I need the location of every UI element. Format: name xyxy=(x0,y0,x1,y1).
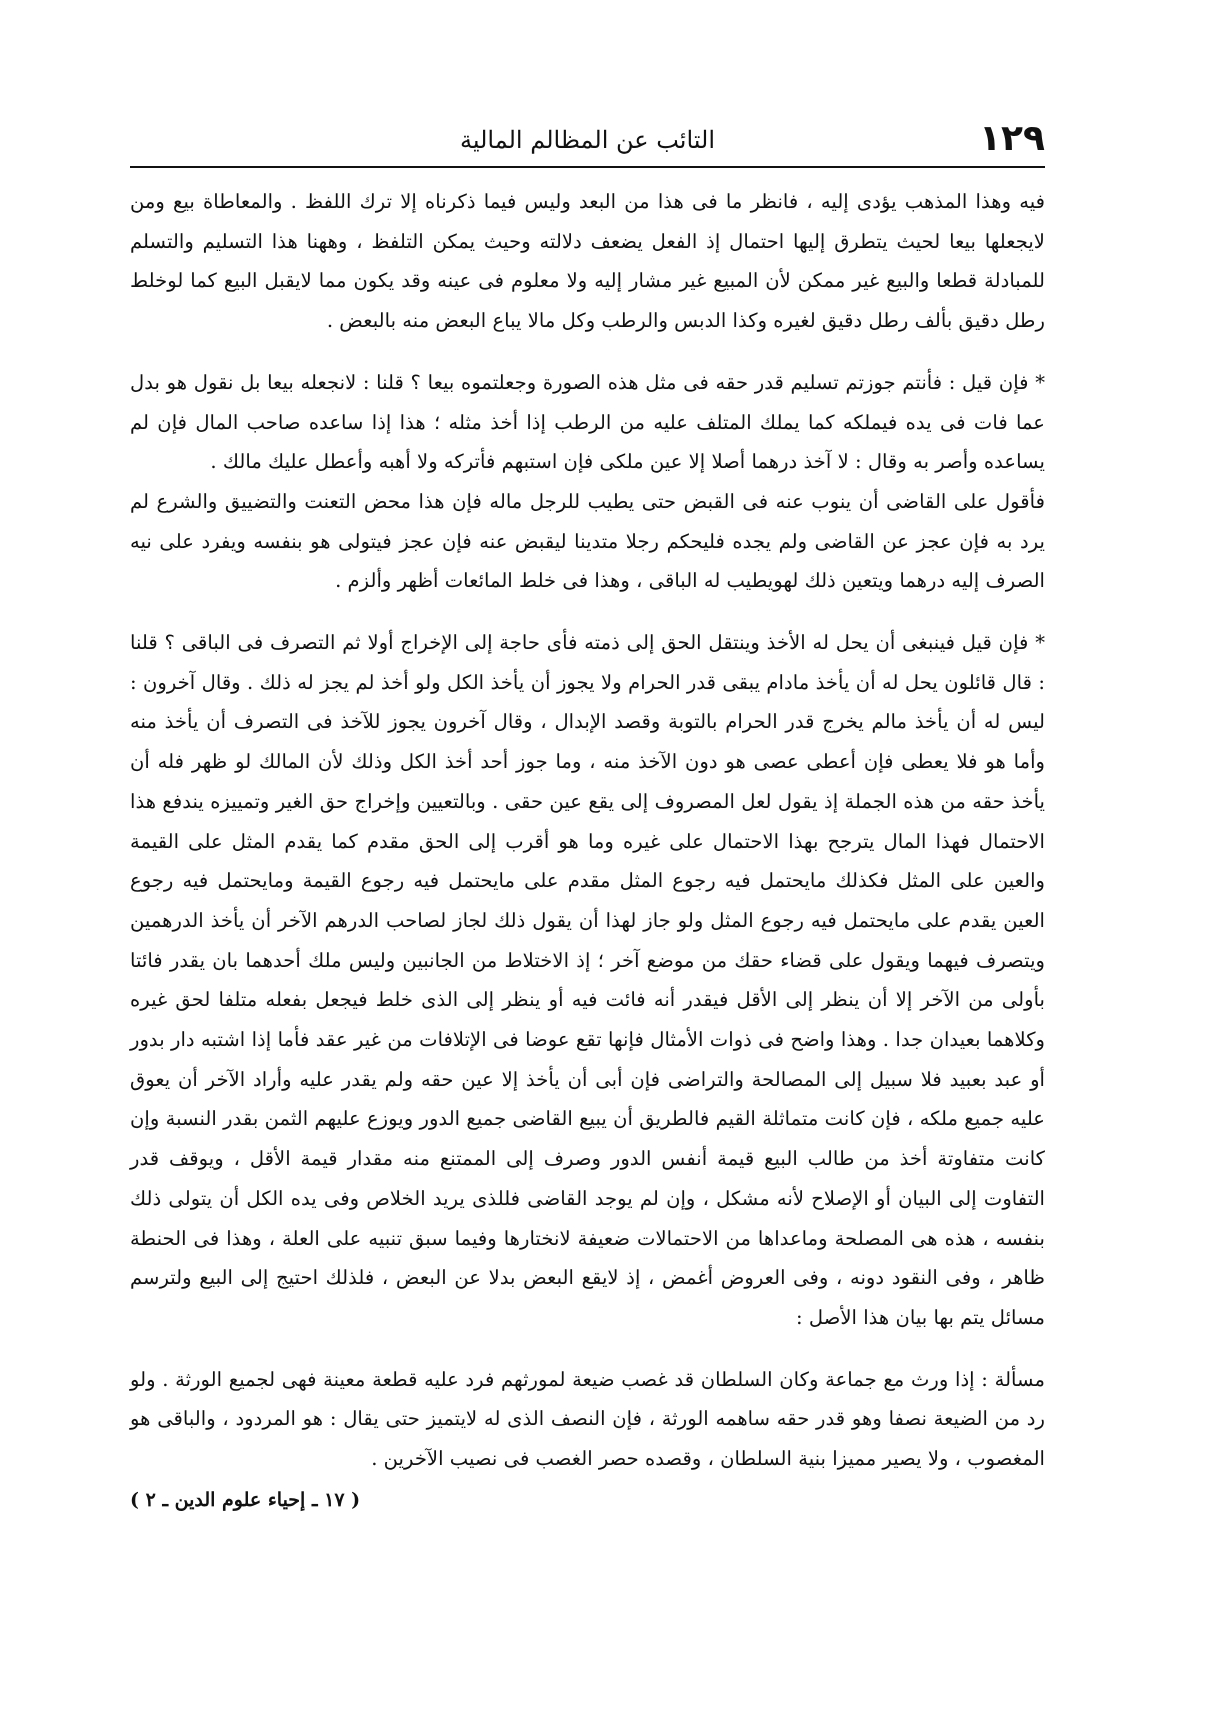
page-header xyxy=(130,112,1045,168)
body-text xyxy=(130,182,1045,1479)
page-number: ١٢٩ xyxy=(979,118,1045,159)
paragraph: * فإن قيل فينبغى أن يحل له الأخذ وينتقل الحق إلى ذمته فأى حاجة إلى الإخراج أولا ثم التصرف فى الباقى ؟ قلنا : قال قائلون يحل له أن يأخذ مادام يبقى قدر الحرام ولا يجوز أن يأخذ الكل ولو أخذ لم يجز له ذلك . وقال آخرون : ليس له أن يأخذ مالم يخرج قدر الحرام بالتوبة وقصد الإبدال ، وقال آخرون يجوز للآخذ فى التصرف أن يأخذ منه وأما هو فلا يعطى فإن أعطى عصى هو دون الآخذ منه ، وما جوز أحد أخذ الكل وذلك لأن المالك لو ظهر فله أن يأخذ حقه من هذه الجملة إذ يقول لعل المصروف إلى يقع عين حقى . وبالتعيين وإخراج حق الغير وتمييزه يندفع هذا الاحتمال فهذا المال يترجح بهذا الاحتمال على غيره وما هو أقرب إلى الحق مقدم كما يقدم المثل على القيمة والعين على المثل فكذلك مايحتمل فيه رجوع المثل مقدم على مايحتمل فيه رجوع القيمة ومايحتمل فيه رجوع العين يقدم على مايحتمل فيه رجوع المثل ولو جاز لهذا أن يقول ذلك لجاز لصاحب الدرهم الآخر أن يأخذ الدرهمين ويتصرف فيهما ويقول على قضاء حقك من موضع آخر ؛ إذ الاختلاط من الجانبين وليس ملك أحدهما بان يقدر فائتا بأولى من الآخر إلا أن ينظر إلى الأقل فيقدر أنه فائت فيه أو ينظر إلى الذى خلط فيجعل بفعله متلفا لحق غيره وكلاهما بعيدان جدا . وهذا واضح فى ذوات الأمثال فإنها تقع عوضا فى الإتلافات من غير عقد فأما إذا اشتبه دار بدور أو عبد بعبيد فلا سبيل إلى المصالحة والتراضى فإن أبى أن يأخذ إلا عين حقه ولم يقدر عليه وأراد الآخر أن يعوق عليه جميع ملكه ، فإن كانت متماثلة القيم فالطريق أن يبيع القاضى جميع الدور ويوزع عليهم الثمن بقدر النسبة وإن كانت متفاوتة أخذ من طالب البيع قيمة أنفس الدور وصرف إلى الممتنع منه مقدار قيمة الأقل ، ويوقف قدر التفاوت إلى البيان أو الإصلاح لأنه مشكل ، وإن لم يوجد القاضى فللذى يريد الخلاص وفى يده الكل أن يتولى ذلك بنفسه ، هذه هى المصلحة وماعداها من الاحتمالات ضعيفة لانختارها وفيما سبق تنبيه على العلة ، وهذا فى الحنطة ظاهر ، وفى النقود دونه ، وفى العروض أغمض ، إذ لايقع البعض بدلا عن البعض ، فلذلك احتيج إلى البيع ولترسم مسائل يتم بها بيان هذا الأصل : xyxy=(130,631,1045,1329)
running-title: التائب عن المظالم المالية xyxy=(460,126,715,154)
paragraph: فأقول على القاضى أن ينوب عنه فى القبض حتى يطيب للرجل ماله فإن هذا محض التعنت والتضييق والشرع لم يرد به فإن عجز عن القاضى ولم يجده فليحكم رجلا متدينا ليقبض عنه فإن عجز فيتولى هو بنفسه ويفرد على نيه الصرف إليه درهما ويتعين ذلك لهويطيب له الباقى ، وهذا فى خلط المائعات أظهر وألزم . xyxy=(130,489,1045,593)
header-rule xyxy=(130,166,1045,168)
footer-signature: ( ١٧ ـ إحياء علوم الدين ـ ٢ ) xyxy=(130,1488,361,1511)
paragraph: مسألة : إذا ورث مع جماعة وكان السلطان قد غصب ضيعة لمورثهم فرد عليه قطعة معينة فهى لجميع الورثة . ولو رد من الضيعة نصفا وهو قدر حقه ساهمه الورثة ، فإن النصف الذى له لايتميز حتى يقال : هو المردود ، والباقى هو المغصوب ، ولا يصير مميزا بنية السلطان ، وقصده حصر الغصب فى نصيب الآخرين . xyxy=(130,1367,1045,1471)
book-page xyxy=(130,112,1045,1692)
paragraph: * فإن قيل : فأنتم جوزتم تسليم قدر حقه فى مثل هذه الصورة وجعلتموه بيعا ؟ قلنا : لانجعله بيعا بل نقول هو بدل عما فات فى يده فيملكه كما يملك المتلف عليه من الرطب إذا أخذ مثله ؛ هذا إذا ساعده صاحب المال فإن لم يساعده وأصر به وقال : لا آخذ درهما أصلا إلا عين ملكى فإن استبهم فأتركه ولا أهبه وأعطل عليك مالك . xyxy=(130,370,1045,474)
paragraph: فيه وهذا المذهب يؤدى إليه ، فانظر ما فى هذا من البعد وليس فيما ذكرناه إلا ترك اللفظ . والمعاطاة بيع ومن لايجعلها بيعا لحيث يتطرق إليها احتمال إذ الفعل يضعف دلالته وحيث يمكن التلفظ ، وههنا هذا التسليم والتسلم للمبادلة قطعا والبيع غير ممكن لأن المبيع غير مشار إليه ولا معلوم فى عينه وقد يكون مما لايقبل البيع كما لوخلط رطل دقيق بألف رطل دقيق لغيره وكذا الدبس والرطب وكل مالا يباع البعض منه بالبعض . xyxy=(130,190,1045,333)
